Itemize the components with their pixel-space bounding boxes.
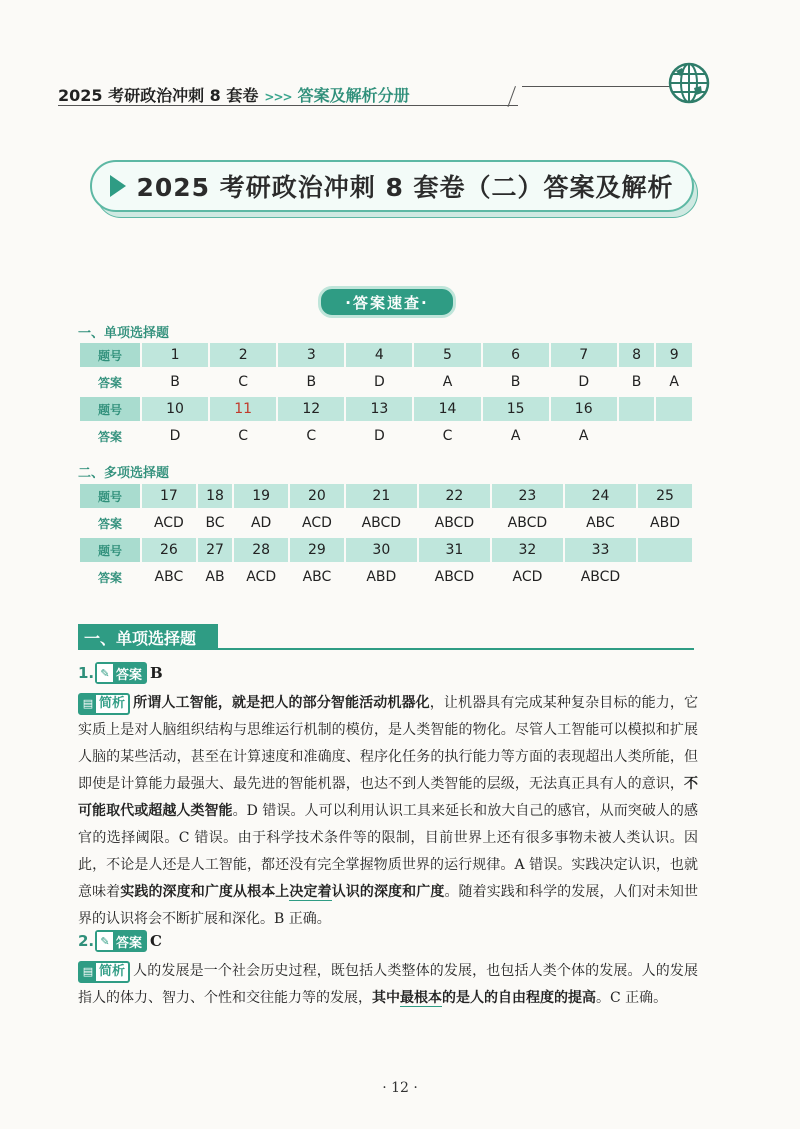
- body-text: 。D 错误。人可以利用认识工具来延长和放大自己的感官，从而突破人的感官的选择阈限。C 错误。由于科学技术条件等的限制，目前世界上还有很多事物未被人类认识。因此，不论是人还是人工智能，都还没有完全掌握物质世界的运行规律。A 错误。实践决定认识，也就意味着: [78, 803, 698, 900]
- question-number: 2: [210, 343, 276, 367]
- question-number: 30: [346, 538, 417, 562]
- answer-cell: [638, 565, 692, 589]
- question-number: 3: [278, 343, 344, 367]
- question-number: 29: [290, 538, 344, 562]
- underlined-text: 最根本: [400, 990, 442, 1006]
- answer-cell: C: [238, 374, 249, 390]
- section-rule: [78, 648, 694, 650]
- question-number: 9: [656, 343, 692, 367]
- title-banner: [90, 160, 696, 210]
- running-header: [58, 83, 410, 106]
- single-choice-label: 一、单项选择题: [78, 326, 170, 341]
- question-number: [619, 397, 655, 421]
- answer-cell: B: [631, 374, 642, 390]
- answer-cell: ACD: [301, 515, 332, 531]
- answer-line: [78, 662, 698, 684]
- book-title: 2025 考研政治冲刺 8 套卷: [58, 86, 259, 105]
- question-number: 28: [234, 538, 288, 562]
- question-number: 31: [419, 538, 490, 562]
- answer-tag-label: 答案: [116, 667, 143, 683]
- question-number: 14: [414, 397, 480, 421]
- answer-cell: ABCD: [434, 515, 475, 531]
- question-number: 15: [483, 397, 549, 421]
- body-text: 人的发展是一个社会历史过程，既包括人类整体的发展，也包括人类个体的发展。人的发展指人的体力、智力、个性和交往能力等的发展，: [78, 963, 698, 1006]
- question-number: 11: [210, 397, 276, 421]
- emphasis-text: 认识的深度和广度: [331, 884, 445, 900]
- answer-cell: A: [578, 428, 589, 444]
- question-number: 19: [234, 484, 288, 508]
- question-number: 20: [290, 484, 344, 508]
- body-text: 。随着实践和科学的发展，人们对未知世界的认识将会不断扩展和深化。B 正确。: [78, 884, 699, 927]
- question-number: 1: [142, 343, 208, 367]
- analysis-paragraph: [78, 958, 698, 1012]
- answer-cell: ACD: [246, 569, 277, 585]
- answer-cell: AB: [205, 569, 225, 585]
- emphasis-text: 的是人的自由程度的提高: [442, 990, 596, 1006]
- table-row: [80, 370, 692, 394]
- body-text: ，让机器具有完成某种复杂目标的能力，它实质上是对人脑组织结构与思维运行机制的模仿，是人类智能的物化。尽管人工智能可以模拟和扩展人脑的某些活动，甚至在计算速度和准确度、程序化任务的执行能力等方面的表现超出人类所能，但即使是计算能力最强大、最先进的智能机器，也达不到人类智能的层级，无法真正具有人的意识，: [78, 695, 699, 792]
- answer-cell: D: [578, 374, 590, 390]
- answer-cell: ABC: [586, 515, 615, 531]
- emphasis-text: 不可能取代或超越人类智能: [78, 776, 698, 819]
- row-header: 题号: [80, 538, 140, 562]
- table-row: [80, 538, 692, 562]
- answer-cell: ACD: [153, 515, 184, 531]
- page-title: 2025 考研政治冲刺 8 套卷（二）答案及解析: [136, 173, 674, 202]
- answer-cell: ABD: [366, 569, 397, 585]
- answer-cell: B: [510, 374, 521, 390]
- answer-tag: [95, 662, 147, 684]
- answer-cell: [656, 424, 692, 448]
- table-row: [80, 397, 692, 421]
- answer-line: [78, 930, 698, 952]
- analysis-tag: [78, 693, 130, 715]
- question-number: 1.: [78, 664, 95, 682]
- book-icon: ▤: [80, 963, 96, 981]
- question-number: 16: [551, 397, 617, 421]
- header-slant-rule: [507, 86, 515, 107]
- answer-cell: B: [306, 374, 317, 390]
- answer-cell: A: [510, 428, 521, 444]
- question-number: 21: [346, 484, 417, 508]
- row-header: 答案: [97, 516, 122, 531]
- question-number: 13: [346, 397, 412, 421]
- answer-cell: [619, 424, 655, 448]
- question-number: 32: [492, 538, 563, 562]
- answer-cell: ABD: [650, 515, 680, 531]
- answer-cell: ABCD: [507, 515, 548, 531]
- answer-cell: ABC: [302, 569, 332, 585]
- emphasis-text: 所谓人工智能，就是把人的部分智能活动机器化: [133, 695, 430, 711]
- analysis-paragraph: [78, 690, 698, 933]
- answer-cell: C: [306, 428, 317, 444]
- answer-cell: BC: [205, 515, 225, 531]
- question-number: 5: [414, 343, 480, 367]
- emphasis-text: 其中: [372, 990, 400, 1006]
- quick-answer-heading: ·答案速查·: [318, 286, 456, 318]
- answer-value: C: [150, 932, 162, 950]
- question-number: [656, 397, 692, 421]
- header-rule: [58, 105, 518, 106]
- question-number: 26: [142, 538, 196, 562]
- question-number: 23: [492, 484, 563, 508]
- row-header: 答案: [97, 375, 122, 390]
- answer-cell: B: [170, 374, 180, 390]
- question-number: 10: [142, 397, 208, 421]
- answer-tag: [95, 930, 147, 952]
- question-number: 12: [278, 397, 344, 421]
- answer-tag-label: 答案: [116, 935, 143, 951]
- answer-cell: C: [238, 428, 249, 444]
- multi-choice-table: [78, 481, 694, 592]
- table-row: [80, 424, 692, 448]
- row-header: 题号: [80, 397, 140, 421]
- single-choice-table: [78, 340, 694, 451]
- answer-cell: ABCD: [580, 569, 621, 585]
- analysis-tag: [78, 961, 130, 983]
- answer-cell: D: [169, 428, 181, 444]
- multi-choice-label: 二、多项选择题: [78, 466, 170, 481]
- title-banner-front: [90, 160, 694, 212]
- body-text: 。C 正确。: [596, 990, 668, 1006]
- answer-item-2: [78, 930, 698, 1012]
- chevrons-icon: >>>: [264, 90, 292, 104]
- analysis-tag-label: 简析: [99, 696, 126, 711]
- answer-cell: AD: [250, 515, 272, 531]
- answer-value: B: [150, 664, 163, 682]
- answer-cell: A: [669, 374, 679, 390]
- underlined-text: 决定着: [289, 884, 332, 900]
- table-row: [80, 343, 692, 367]
- section-heading: 一、单项选择题: [78, 624, 218, 650]
- pencil-icon: ✎: [97, 664, 113, 682]
- answer-cell: ACD: [512, 569, 543, 585]
- question-number: 17: [142, 484, 196, 508]
- emphasis-text: 实践的深度和广度从根本上: [120, 884, 290, 900]
- row-header: 答案: [97, 429, 122, 444]
- row-header: 答案: [97, 570, 122, 585]
- globe-icon: [668, 62, 710, 104]
- answer-cell: ABCD: [361, 515, 402, 531]
- page-number: · 12 ·: [382, 1080, 418, 1096]
- section-name: 答案及解析分册: [297, 86, 410, 105]
- question-number: 27: [198, 538, 233, 562]
- answer-cell: ABCD: [434, 569, 475, 585]
- question-number: 22: [419, 484, 490, 508]
- row-header: 题号: [80, 484, 140, 508]
- table-row: [80, 484, 692, 508]
- answer-cell: ABC: [154, 569, 184, 585]
- question-number: 25: [638, 484, 692, 508]
- book-icon: ▤: [80, 695, 96, 713]
- question-number: 6: [483, 343, 549, 367]
- question-number: [638, 538, 692, 562]
- answer-cell: D: [373, 428, 385, 444]
- question-number: 4: [346, 343, 412, 367]
- question-number: 33: [565, 538, 636, 562]
- row-header: 题号: [80, 343, 140, 367]
- answer-item-1: [78, 662, 698, 933]
- question-number: 8: [619, 343, 655, 367]
- question-number: 18: [198, 484, 233, 508]
- analysis-tag-label: 简析: [99, 964, 126, 979]
- question-number: 24: [565, 484, 636, 508]
- header-rule-right: [522, 86, 670, 87]
- question-number: 7: [551, 343, 617, 367]
- answer-cell: D: [373, 374, 385, 390]
- play-arrow-icon: [110, 175, 126, 197]
- answer-cell: A: [442, 374, 453, 390]
- question-number: 2.: [78, 932, 95, 950]
- pencil-icon: ✎: [97, 932, 113, 950]
- table-row: [80, 565, 692, 589]
- answer-cell: C: [442, 428, 453, 444]
- table-row: [80, 511, 692, 535]
